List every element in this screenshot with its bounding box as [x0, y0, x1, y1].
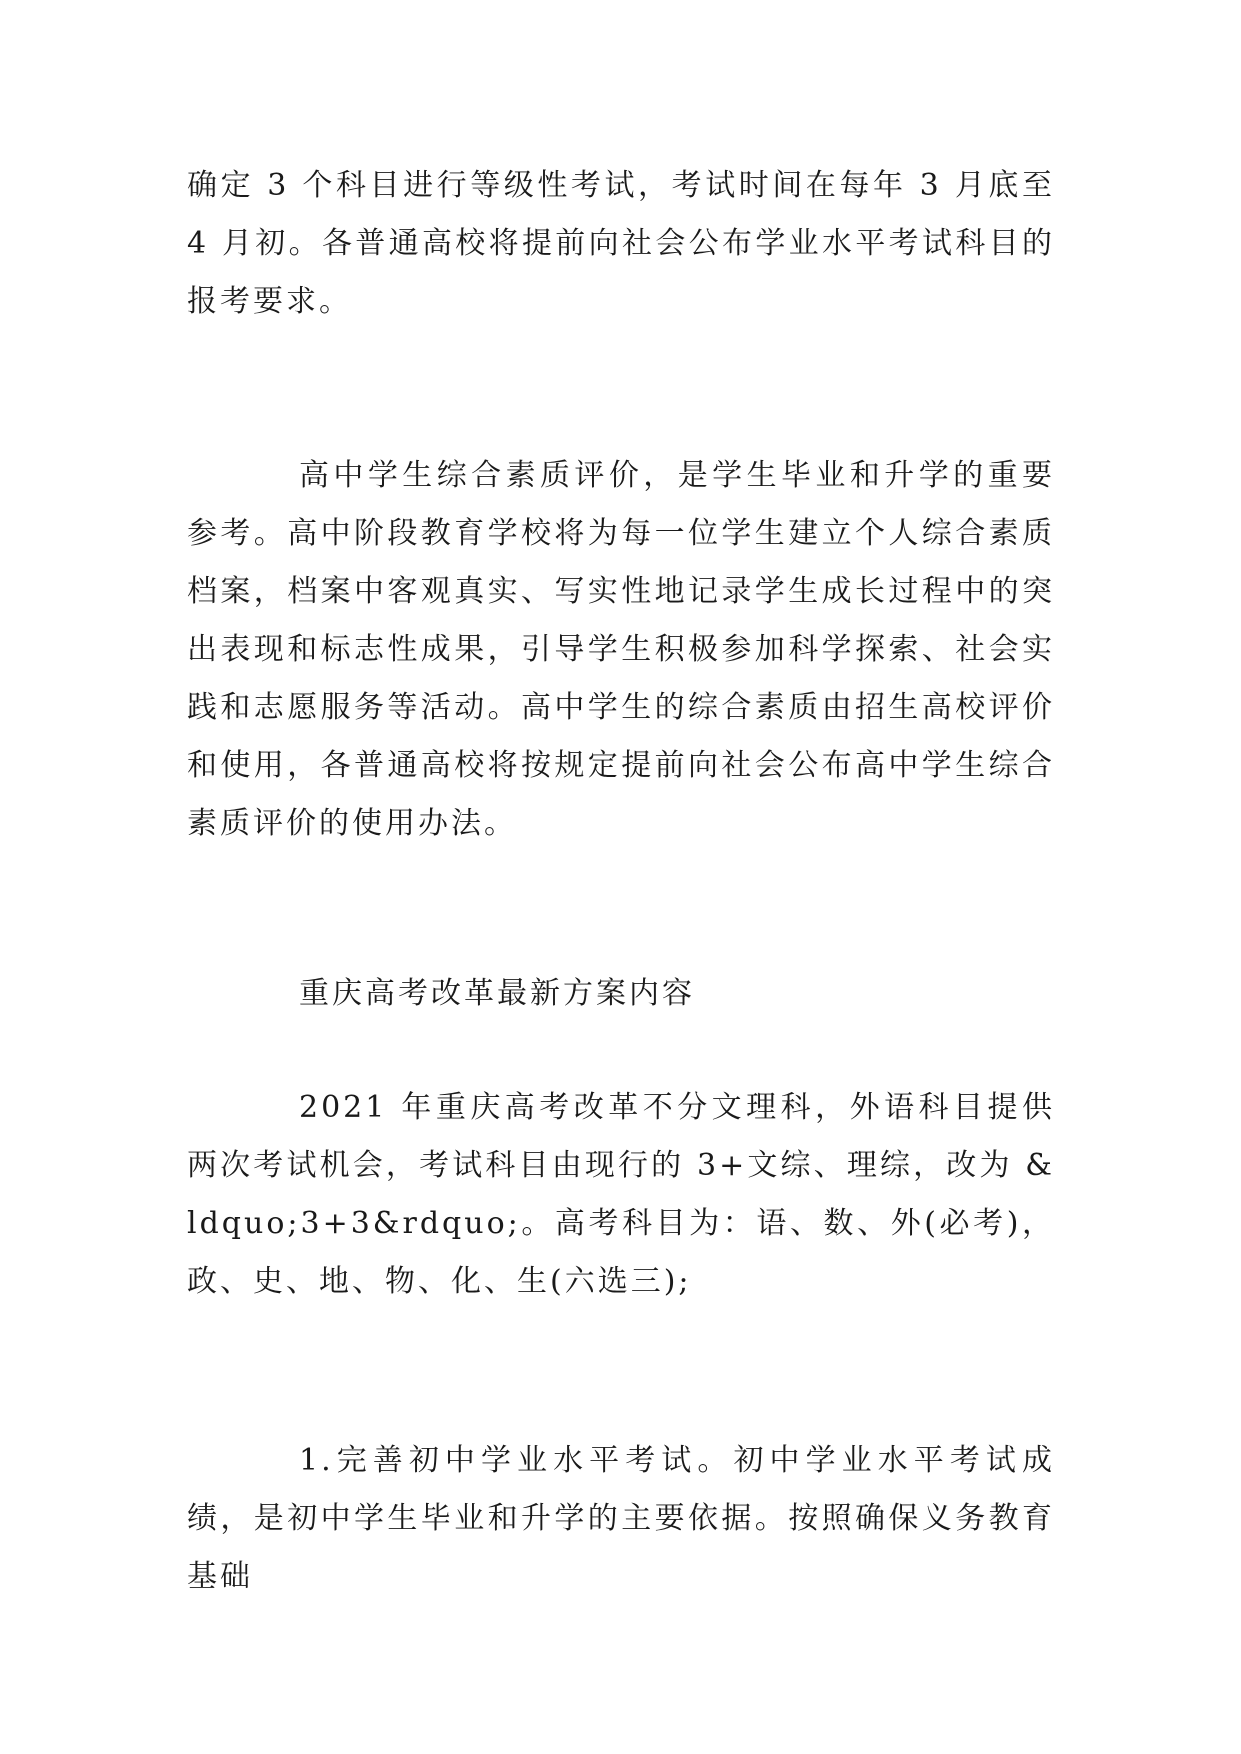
paragraph-junior-exam: 1.完善初中学业水平考试。初中学业水平考试成绩，是初中学生毕业和升学的主要依据。按照确保义务教育基础 — [187, 1443, 1055, 1594]
section-heading: 重庆高考改革最新方案内容 — [299, 976, 695, 1011]
paragraph-exam-timing: 确定 3 个科目进行等级性考试，考试时间在每年 3 月底至 4 月初。各普通高校将提前向社会公布学业水平考试科目的报考要求。 — [187, 168, 1055, 319]
paragraph-comprehensive-evaluation: 高中学生综合素质评价，是学生毕业和升学的重要参考。高中阶段教育学校将为每一位学生建立个人综合素质档案，档案中客观真实、写实性地记录学生成长过程中的突出表现和标志性成果，引导学生积极参加科学探索、社会实践和志愿服务等活动。高中学生的综合素质由招生高校评价和使用，各普通高校将按规定提前向社会公布高中学生综合素质评价的使用办法。 — [187, 458, 1055, 841]
paragraph-reform-2021: 2021 年重庆高考改革不分文理科，外语科目提供两次考试机会，考试科目由现行的 3+文综、理综，改为 &ldquo;3+3&rdquo;。高考科目为：语、数、外(必考)，政、史、地、物、化、生(六选三); — [187, 1090, 1055, 1299]
